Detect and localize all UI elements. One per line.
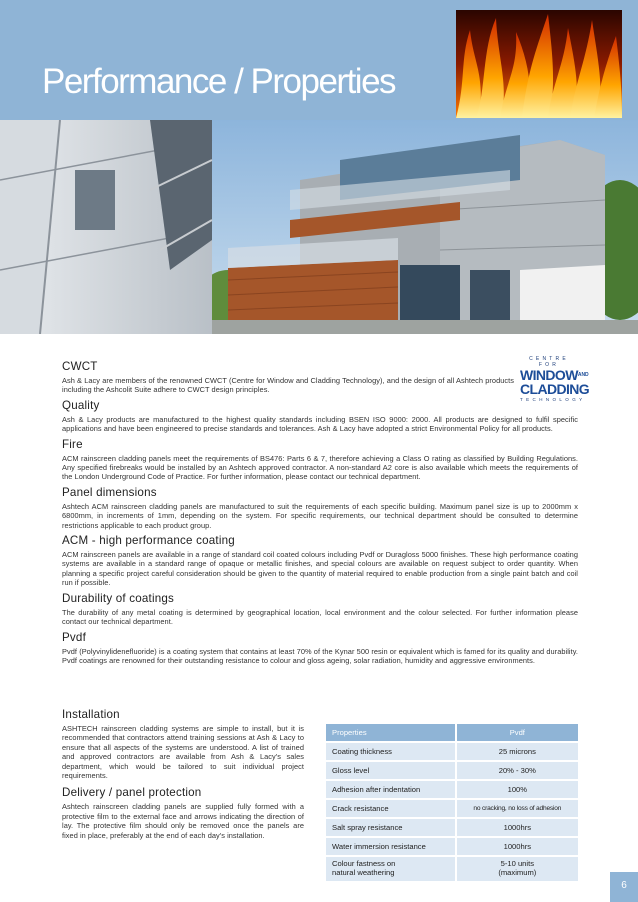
section-title: Fire bbox=[62, 437, 83, 451]
table-cell: Coating thickness bbox=[326, 742, 456, 761]
table-row bbox=[326, 818, 578, 837]
table-cell: Water immersion resistance bbox=[326, 837, 456, 856]
section-title: Delivery / panel protection bbox=[62, 786, 202, 800]
logo-line1: $WINDOW^{AND}$ bbox=[520, 367, 589, 383]
page-title: Performance / Properties bbox=[42, 62, 396, 101]
section-installation bbox=[62, 708, 304, 780]
table-row bbox=[326, 856, 578, 882]
main-content bbox=[62, 360, 590, 665]
section-text: Pvdf (Polyvinylidenefluoride) is a coating system that contains at least 70% of the Kynar 500 resin or equivalent which is famed for its quality and durability. Pvdf coatings are renowned for their outstanding resistance to colour and gloss ageing, solar radiation, humidity and aggressive environments. bbox=[62, 646, 578, 665]
table-row bbox=[326, 837, 578, 856]
table-cell: 1000hrs bbox=[456, 818, 578, 837]
table-header-row bbox=[326, 724, 578, 742]
properties-table bbox=[326, 724, 578, 883]
section-fire bbox=[62, 438, 578, 482]
logo-top-text: CENTRE FOR bbox=[529, 356, 569, 368]
table-row bbox=[326, 761, 578, 780]
section-text: The durability of any metal coating is determined by geographical location, local environment and the colour selected. For further information please contact our technical department. bbox=[62, 607, 578, 627]
section-title: CWCT bbox=[62, 360, 98, 373]
table-cell: no cracking, no loss of adhesion bbox=[456, 799, 578, 818]
section-title: Pvdf bbox=[62, 630, 86, 644]
section-durability bbox=[62, 592, 578, 627]
section-text: Ashtech ACM rainscreen cladding panels are manufactured to suit the requirements of each specific building. Maximum panel size is up to 2000mm x 6800mm, in increments of 1mm, depending on the system. For specific requirements, our technical department should be consulted to determine restrictions applicable to each product group. bbox=[62, 501, 578, 530]
table-cell: 20% - 30% bbox=[456, 761, 578, 780]
table-cell: Adhesion after indentation bbox=[326, 780, 456, 799]
table-cell: Colour fastness on natural weathering bbox=[326, 856, 456, 882]
page-number-box bbox=[610, 872, 638, 902]
table-row bbox=[326, 799, 578, 818]
fire-photo bbox=[456, 10, 622, 118]
table-row bbox=[326, 742, 578, 761]
logo-bottom-text: TECHNOLOGY bbox=[520, 397, 586, 402]
table-header-cell: Properties bbox=[326, 724, 456, 742]
table-cell: 25 microns bbox=[456, 742, 578, 761]
table-cell: Salt spray resistance bbox=[326, 818, 456, 837]
section-quality bbox=[62, 397, 586, 434]
section-title: Durability of coatings bbox=[62, 591, 175, 605]
section-text: ACM rainscreen cladding panels meet the requirements of BS476: Parts 6 & 7, therefore achieving a Class O rating as classified by Building Regulations. Any specified firebreaks would be installed by an Ashtech approved contractor. A non-standard A2 core is also available which meets the requirements of the London Underground Code of Practice. For further information, please contact our technical department. bbox=[62, 453, 578, 482]
table-row bbox=[326, 780, 578, 799]
section-text: ACM rainscreen panels are available in a range of standard coil coated colours including Pvdf or Duragloss 5000 finishes. These high performance coating systems are available in a standard range of opaque or metallic finishes, and special colours are available on request subject to order quantity. When planning a specific project careful consideration should be given to the quantity of material required to enable production from a single paint batch and coil run if possible. bbox=[62, 550, 578, 588]
page-number: 6 bbox=[621, 880, 627, 891]
logo-line2: CLADDING bbox=[520, 381, 590, 397]
section-pvdf bbox=[62, 631, 578, 666]
building-photo bbox=[0, 120, 638, 334]
section-title: Installation bbox=[62, 708, 120, 721]
table-cell: 5-10 units (maximum) bbox=[456, 856, 578, 882]
logo-and: AND bbox=[577, 372, 589, 378]
left-column bbox=[62, 708, 304, 840]
section-title: Panel dimensions bbox=[62, 485, 157, 499]
section-acm-coating bbox=[62, 534, 578, 588]
table-cell: 100% bbox=[456, 780, 578, 799]
section-text: ASHTECH rainscreen cladding systems are simple to install, but it is recommended that contractors attend training sessions at Ash & Lacy to ensure that all aspects of the systems are understood. A list of trained and approved contractors are available from Ash & Lacy's sales department, which would be tailored to suit individual project requirements. bbox=[62, 724, 304, 781]
table-cell: Gloss level bbox=[326, 761, 456, 780]
section-delivery bbox=[62, 786, 304, 840]
section-title: Quality bbox=[62, 398, 100, 412]
section-text: Ash & Lacy are members of the renowned CWCT (Centre for Window and Cladding Technology), and the design of all Ashtech products including the Ashcolit Suite adhere to CWCT design principles. bbox=[62, 376, 514, 395]
section-text: Ash & Lacy products are manufactured to the highest quality standards including BSEN ISO 9000: 2000. All products are designed to fulfil specific applications and have been engineered to precise standards and tolerances. Ash & Lacy have adopted a strict Environmental Policy for all products. bbox=[62, 414, 578, 434]
section-text: Ashtech rainscreen cladding panels are supplied fully formed with a protective film to the external face and arrows indicating the direction of lay. The protective film should only be removed once the panels are fixed in place, preferably at the end of each day's installation. bbox=[62, 802, 304, 840]
table-cell: Crack resistance bbox=[326, 799, 456, 818]
section-cwct bbox=[62, 360, 514, 395]
section-panel-dimensions bbox=[62, 486, 578, 530]
table-cell: 1000hrs bbox=[456, 837, 578, 856]
table-header-cell: Pvdf bbox=[456, 724, 578, 742]
section-title: ACM - high performance coating bbox=[62, 534, 235, 548]
